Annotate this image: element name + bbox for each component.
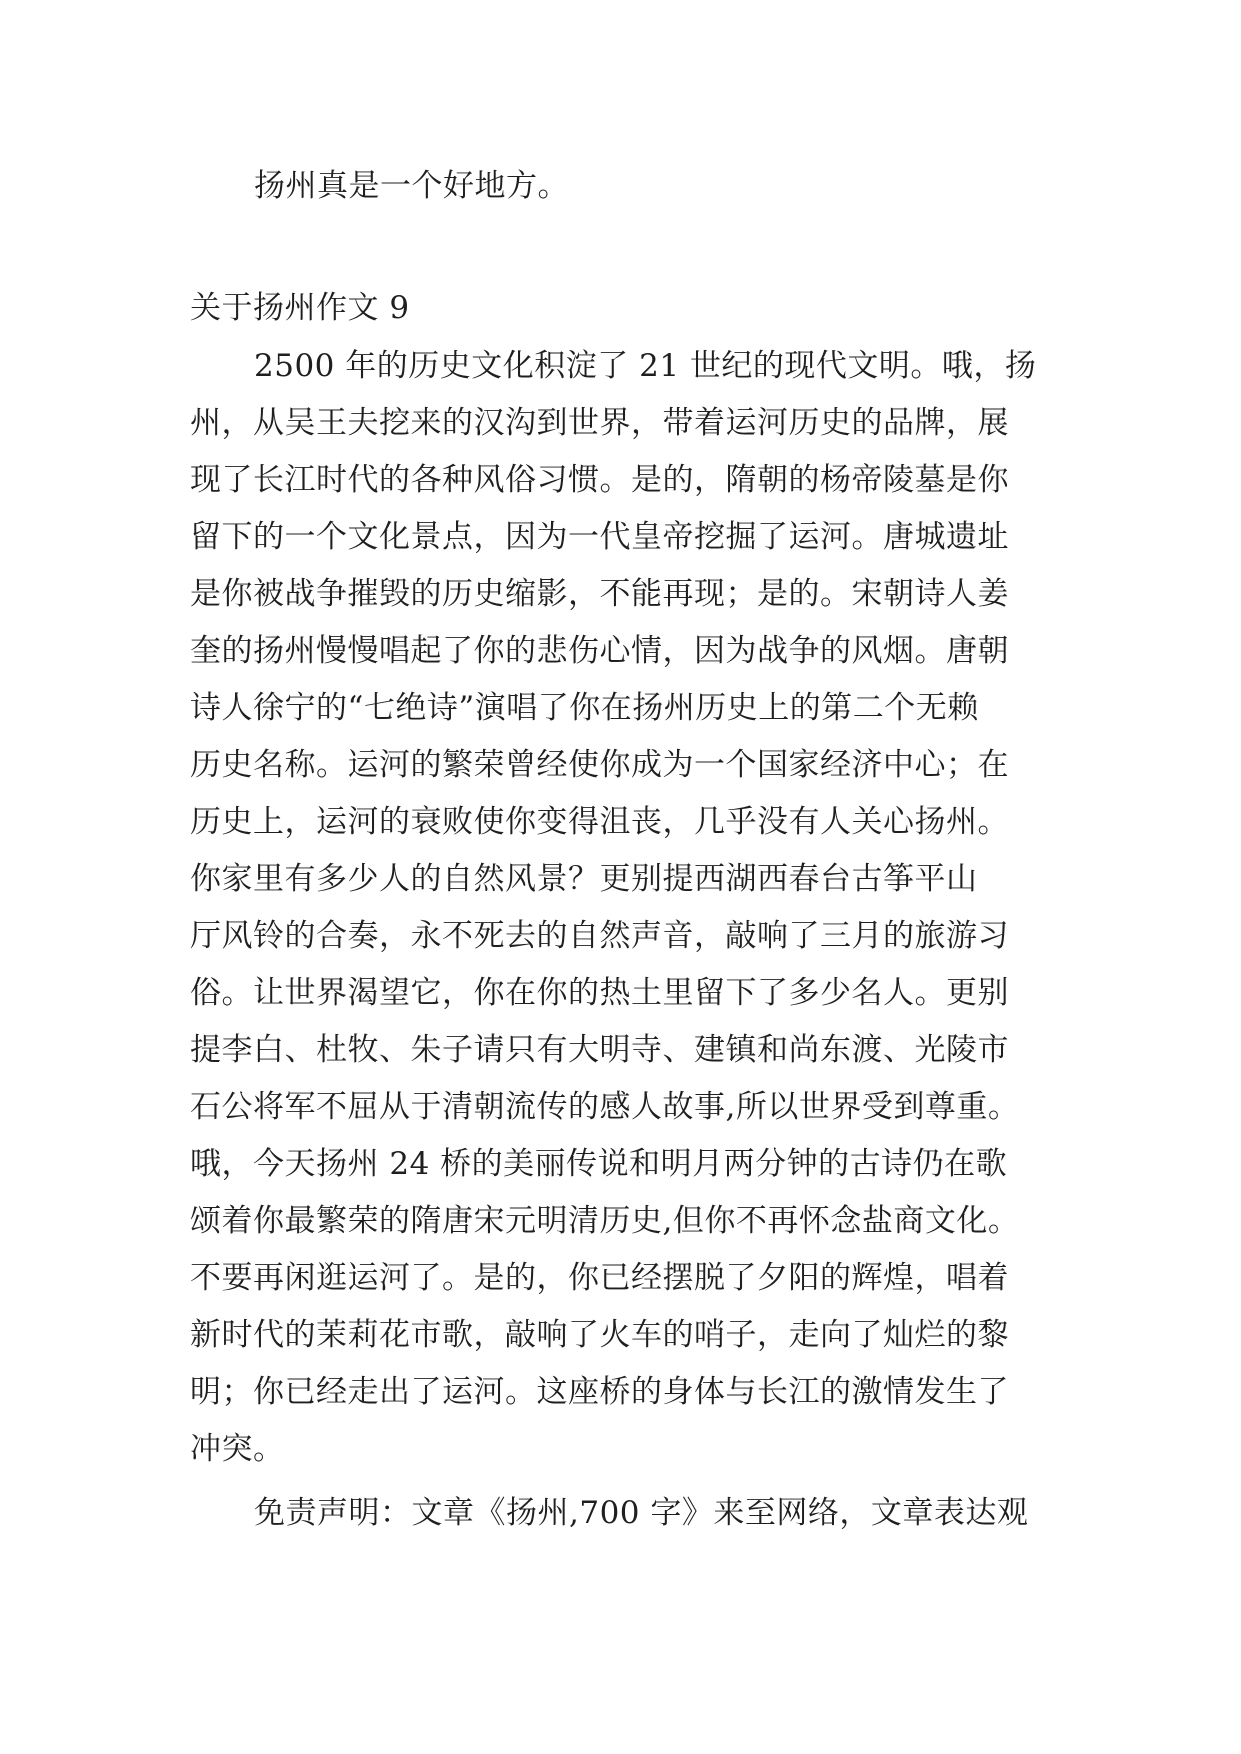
paragraph-line: 冲突。 — [190, 1431, 285, 1467]
paragraph-line: 石公将军不屈从于清朝流传的感人故事,所以世界受到尊重。 — [190, 1089, 1020, 1125]
paragraph-line: 你家里有多少人的自然风景？更别提西湖西春台古筝平山 — [190, 861, 978, 897]
paragraph-line: 2500 年的历史文化积淀了 21 世纪的现代文明。哦，扬 — [254, 348, 1037, 384]
paragraph-line: 是你被战争摧毁的历史缩影，不能再现；是的。宋朝诗人姜 — [190, 576, 1009, 612]
paragraph-line: 留下的一个文化景点，因为一代皇帝挖掘了运河。唐城遗址 — [190, 519, 1009, 555]
paragraph-line: 现了长江时代的各种风俗习惯。是的，隋朝的杨帝陵墓是你 — [190, 462, 1009, 498]
paragraph-line: 历史名称。运河的繁荣曾经使你成为一个国家经济中心；在 — [190, 747, 1009, 783]
paragraph-line: 俗。让世界渴望它，你在你的热土里留下了多少名人。更别 — [190, 975, 1009, 1011]
paragraph-line: 提李白、杜牧、朱子请只有大明寺、建镇和尚东渡、光陵市 — [190, 1032, 1009, 1068]
disclaimer-line: 免责声明：文章《扬州,700 字》来至网络，文章表达观 — [254, 1495, 1029, 1531]
paragraph-line: 奎的扬州慢慢唱起了你的悲伤心情，因为战争的风烟。唐朝 — [190, 633, 1009, 669]
paragraph-line: 明；你已经走出了运河。这座桥的身体与长江的激情发生了 — [190, 1374, 1009, 1410]
section-heading: 关于扬州作文 9 — [190, 290, 410, 326]
paragraph-line: 厅风铃的合奏，永不死去的自然声音，敲响了三月的旅游习 — [190, 918, 1009, 954]
paragraph-line: 不要再闲逛运河了。是的，你已经摆脱了夕阳的辉煌，唱着 — [190, 1260, 1009, 1296]
paragraph-line: 州，从吴王夫挖来的汉沟到世界，带着运河历史的品牌，展 — [190, 405, 1009, 441]
paragraph-line: 颂着你最繁荣的隋唐宋元明清历史,但你不再怀念盐商文化。 — [190, 1203, 1020, 1239]
paragraph-line: 诗人徐宁的“七绝诗”演唱了你在扬州历史上的第二个无赖 — [190, 690, 979, 726]
paragraph-line: 哦，今天扬州 24 桥的美丽传说和明月两分钟的古诗仍在歌 — [190, 1146, 1008, 1182]
paragraph-line: 历史上，运河的衰败使你变得沮丧，几乎没有人关心扬州。 — [190, 804, 1009, 840]
paragraph-line: 新时代的茉莉花市歌，敲响了火车的哨子，走向了灿烂的黎 — [190, 1317, 1009, 1353]
closing-line: 扬州真是一个好地方。 — [254, 168, 569, 204]
